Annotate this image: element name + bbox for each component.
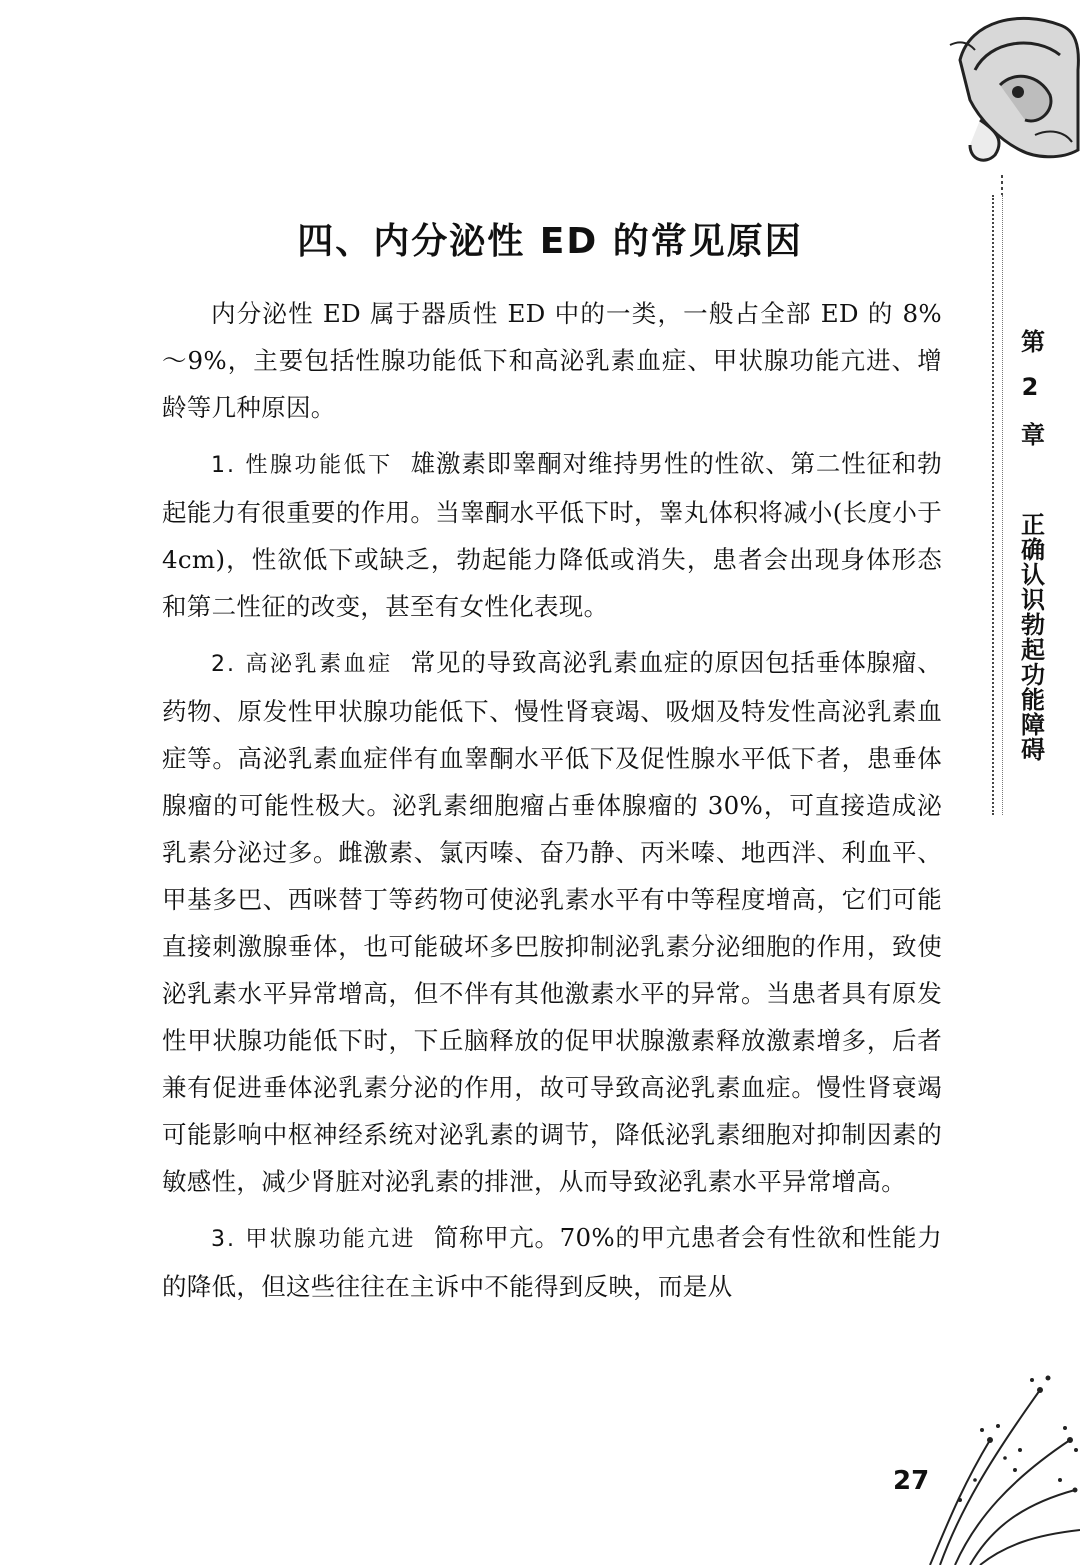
decorative-plant-icon [920, 1330, 1080, 1565]
paragraph-hypogonadism [162, 440, 942, 630]
body-text [162, 290, 942, 1319]
chapter-suffix: 章 [1016, 421, 1045, 447]
chapter-number: 2 [1021, 373, 1039, 401]
page-number: 27 [893, 1466, 930, 1496]
margin-dotted-rule [992, 195, 994, 815]
paragraph-hyperthyroidism [162, 1214, 942, 1310]
section-title: 四、内分泌性 ED 的常见原因 [297, 221, 803, 262]
subheading: 1. 性腺功能低下 [211, 453, 393, 478]
paragraph-intro [162, 290, 942, 431]
paragraph-text: 常见的导致高泌乳素血症的原因包括垂体腺瘤、药物、原发性甲状腺功能低下、慢性肾衰竭、吸烟及特发性高泌乳素血症等。高泌乳素血症伴有血睾酮水平低下及促性腺水平低下者，患垂体腺瘤的可能性极大。泌乳素细胞瘤占垂体腺瘤的 30%，可直接造成泌乳素分泌过多。雌激素、氯丙嗪、奋乃静、丙米嗪、地西泮、利血平、甲基多巴、西咪替丁等药物可使泌乳素水平有中等程度增高，它们可能直接刺激腺垂体，也可能破坏多巴胺抑制泌乳素分泌细胞的作用，致使泌乳素水平异常增高，但不伴有其他激素水平的异常。当患者具有原发性甲状腺功能低下时，下丘脑释放的促甲状腺激素释放激素增多，后者兼有促进垂体泌乳素分泌的作用，故可导致高泌乳素血症。慢性肾衰竭可能影响中枢神经系统对泌乳素的调节，降低泌乳素细胞对抑制因素的敏感性，减少肾脏对泌乳素的排泄，从而导致泌乳素水平异常增高。 [162, 648, 942, 1196]
paragraph-text: 雄激素即睾酮对维持男性的性欲、第二性征和勃起能力有很重要的作用。当睾酮水平低下时，睾丸体积将减小(长度小于 4cm)，性欲低下或缺乏，勃起能力降低或消失，患者会出现身体形态和第二性征的改变，甚至有女性化表现。 [162, 449, 942, 621]
paragraph-hyperprolactinemia [162, 639, 942, 1205]
paragraph-text: 内分泌性 ED 属于器质性 ED 中的一类，一般占全部 ED 的 8%～9%，主要包括性腺功能低下和高泌乳素血症、甲状腺功能亢进、增龄等几种原因。 [162, 299, 942, 422]
chapter-side-tab [1010, 310, 1050, 777]
margin-dotted-rule-inner [1002, 195, 1003, 815]
decorative-illustration-icon [940, 0, 1080, 195]
chapter-title: 正确认识勃起功能障碍 [1016, 512, 1045, 762]
subheading: 2. 高泌乳素血症 [211, 652, 393, 677]
subheading: 3. 甲状腺功能亢进 [211, 1227, 416, 1252]
chapter-prefix: 第 [1016, 328, 1045, 354]
paragraph-text: 简称甲亢。70%的甲亢患者会有性欲和性能力的降低，但这些往往在主诉中不能得到反映，而是从 [162, 1223, 943, 1301]
